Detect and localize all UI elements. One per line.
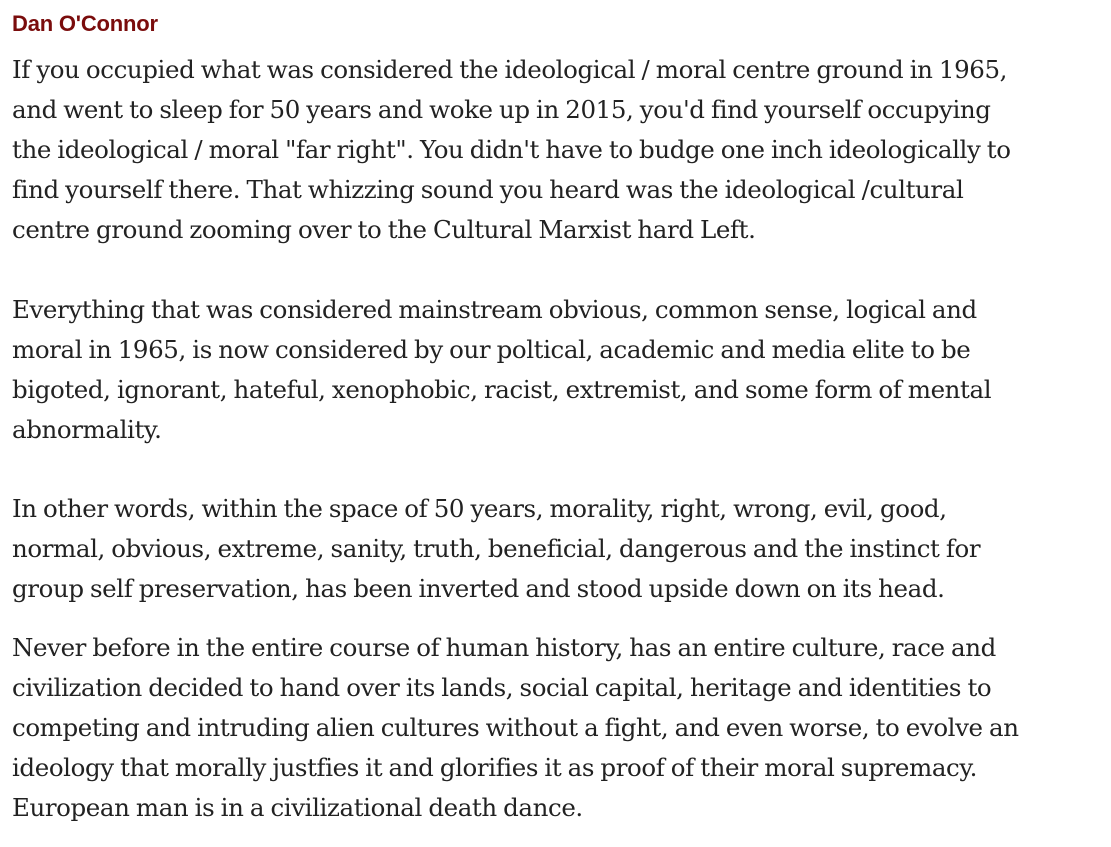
text-line: ideology that morally justfies it and glorifies it as proof of their moral supremacy. [12,753,977,782]
text-line: find yourself there. That whizzing sound you heard was the ideological /cultural [12,175,964,204]
text-line: bigoted, ignorant, hateful, xenophobic, racist, extremist, and some form of mental [12,375,992,404]
text-line: If you occupied what was considered the ideological / moral centre ground in 1965, [12,55,1008,84]
comment-paragraph [12,489,1092,609]
text-line: Never before in the entire course of human history, has an entire culture, race and [12,633,996,662]
comment-author: Dan O'Connor [12,11,158,36]
text-line: centre ground zooming over to the Cultural Marxist hard Left. [12,215,756,244]
text-line: and went to sleep for 50 years and woke up in 2015, you'd find yourself occupying [12,95,991,124]
text-line: normal, obvious, extreme, sanity, truth, beneficial, dangerous and the instinct for [12,534,981,563]
comment-paragraph [12,290,1092,450]
text-line: group self preservation, has been inverted and stood upside down on its head. [12,574,945,603]
text-line: In other words, within the space of 50 years, morality, right, wrong, evil, good, [12,494,947,523]
text-line: European man is in a civilizational death dance. [12,793,583,822]
text-line: the ideological / moral "far right". You didn't have to budge one inch ideologically to [12,135,1011,164]
text-line: moral in 1965, is now considered by our poltical, academic and media elite to be [12,335,971,364]
comment [12,10,1092,828]
comment-paragraph [12,50,1092,250]
text-line: abnormality. [12,415,162,444]
text-line: competing and intruding alien cultures without a fight, and even worse, to evolve an [12,713,1019,742]
text-line: Everything that was considered mainstream obvious, common sense, logical and [12,295,977,324]
comment-paragraph [12,628,1092,828]
text-line: civilization decided to hand over its lands, social capital, heritage and identities to [12,673,992,702]
